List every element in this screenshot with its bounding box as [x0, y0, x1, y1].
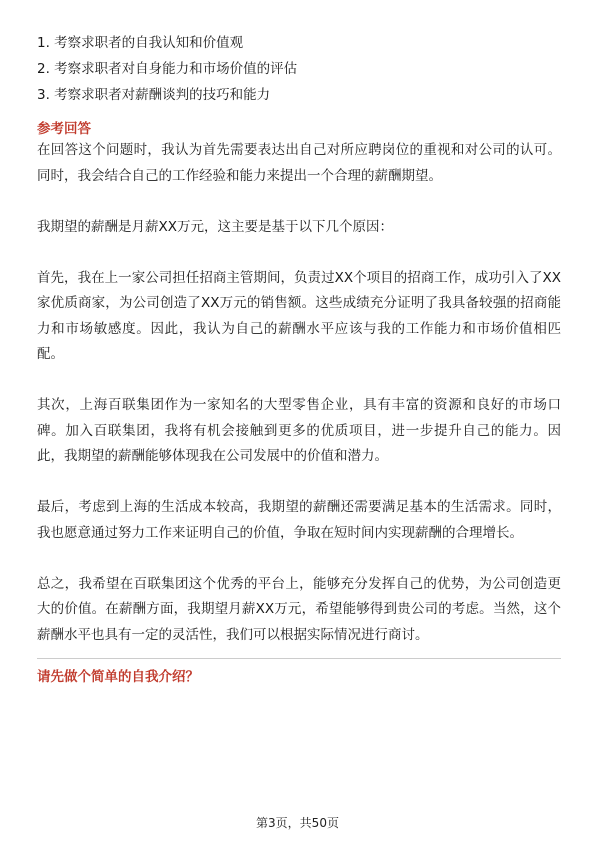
page-number: 第3页，共50页: [256, 816, 339, 830]
next-question-heading: 请先做个简单的自我介绍？: [37, 669, 199, 685]
section-divider: [37, 658, 561, 659]
answer-paragraph: 其次，上海百联集团作为一家知名的大型零售企业，具有丰富的资源和良好的市场口碑。加入百联集团，我将有机会接触到更多的优质项目，进一步提升自己的能力。因此，我期望的薪酬能够体现我在公司发展中的价值和潜力。: [37, 397, 561, 464]
answer-body: [37, 138, 561, 648]
answer-paragraph: 我期望的薪酬是月薪XX万元，这主要是基于以下几个原因：: [37, 218, 393, 235]
page-content: [37, 30, 561, 687]
answer-paragraph: 首先，我在上一家公司担任招商主管期间，负责过XX个项目的招商工作，成功引入了XX家优质商家，为公司创造了XX万元的销售额。这些成绩充分证明了我具备较强的招商能力和市场敏感度。因此，我认为自己的薪酬水平应该与我的工作能力和市场价值相匹配。: [37, 269, 561, 362]
answer-heading: 参考回答: [37, 121, 91, 137]
list-item: 2. 考察求职者对自身能力和市场价值的评估: [37, 61, 298, 77]
answer-paragraph: 总之，我希望在百联集团这个优秀的平台上，能够充分发挥自己的优势，为公司创造更大的价值。在薪酬方面，我期望月薪XX万元，希望能够得到贵公司的考虑。当然，这个薪酬水平也具有一定的灵活性，我们可以根据实际情况进行商讨。: [37, 575, 561, 643]
list-item: 3. 考察求职者对薪酬谈判的技巧和能力: [37, 87, 271, 103]
list-item: 1. 考察求职者的自我认知和价值观: [37, 35, 244, 51]
answer-paragraph: 最后，考虑到上海的生活成本较高，我期望的薪酬还需要满足基本的生活需求。同时，我也愿意通过努力工作来证明自己的价值，争取在短时间内实现薪酬的合理增长。: [37, 499, 561, 541]
answer-paragraph: 在回答这个问题时，我认为首先需要表达出自己对所应聘岗位的重视和对公司的认可。同时，我会结合自己的工作经验和能力来提出一个合理的薪酬期望。: [37, 142, 561, 184]
